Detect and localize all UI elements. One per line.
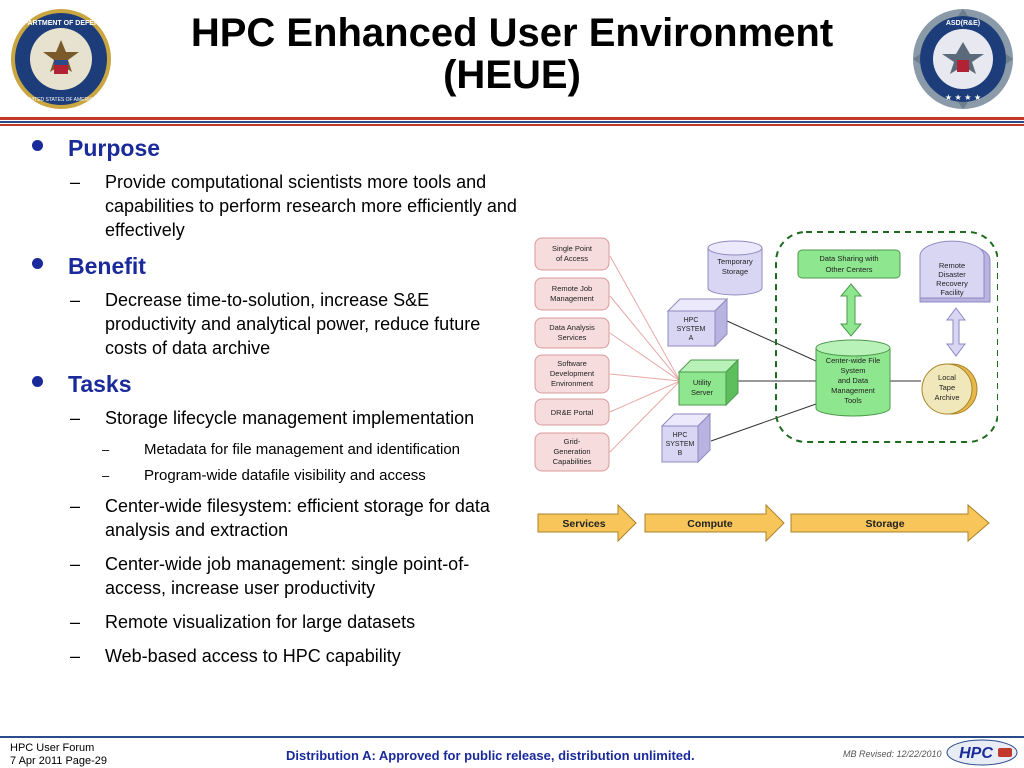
department-of-defense-seal: [10, 8, 112, 110]
svg-text:Remote: Remote: [938, 261, 966, 270]
service-boxes: [535, 238, 609, 471]
tasks-item-4: – Remote visualization for large datasets: [70, 612, 416, 632]
footer-left: [10, 742, 107, 768]
service-dre-portal: [535, 399, 609, 425]
service-remote-job: [535, 278, 609, 310]
svg-text:Storage: Storage: [865, 518, 905, 530]
svg-text:DR&E Portal: DR&E Portal: [550, 408, 594, 417]
service-grid-generation: [535, 433, 609, 471]
distribution-statement: Distribution A: Approved for public release, distribution unlimited.: [286, 748, 695, 763]
svg-text:Temporary: Temporary: [717, 257, 753, 266]
asd-seal-text: ASD(R&E): [945, 20, 981, 27]
tasks-text-3: Center-wide job management: single point-of-access, increase user productivity: [105, 554, 470, 598]
svg-text:Center-wide File: Center-wide File: [825, 356, 881, 365]
architecture-diagram: [528, 226, 998, 546]
bullet-list: [30, 134, 520, 678]
bullet-benefit: [30, 252, 520, 280]
tasks-subitem-2: – Program-wide datafile visibility and access: [102, 467, 426, 484]
seal-bottom-text: UNITED STATES OF AMERICA: [25, 97, 97, 103]
svg-text:Archive: Archive: [934, 393, 960, 402]
svg-text:Single Point: Single Point: [551, 244, 593, 253]
svg-text:Data Sharing with: Data Sharing with: [819, 254, 879, 263]
asd-re-seal: [912, 8, 1014, 110]
revision-note: MB Revised: 12/22/2010: [843, 749, 942, 759]
purpose-text: Provide computational scientists more tools and capabilities to perform research more efficiently and effectively: [105, 172, 517, 240]
bullet-dot: [32, 140, 43, 151]
arrow-compute: [645, 505, 784, 541]
svg-text:System: System: [840, 366, 866, 375]
hpc-system-b: [662, 414, 710, 462]
header-rule-blue: [0, 121, 1024, 123]
arrow-services: [538, 505, 636, 541]
footer-rule: [0, 736, 1024, 738]
service-data-analysis: [535, 318, 609, 348]
recovery-double-arrow: [947, 308, 965, 356]
service-single-point: [535, 238, 609, 270]
svg-text:Environment: Environment: [550, 379, 594, 388]
hpc-logo: [946, 739, 1018, 766]
svg-text:Tape: Tape: [938, 383, 956, 392]
title-line-1: HPC Enhanced User Environment: [190, 11, 834, 55]
bullet-tasks: [30, 370, 520, 398]
tasks-subtext-2: Program-wide datafile visibility and access: [144, 467, 426, 484]
tasks-subtext-1: Metadata for file management and identification: [144, 441, 461, 458]
title-line-2: (HEUE): [443, 53, 581, 97]
tasks-subitem-1: – Metadata for file management and identification: [102, 441, 461, 458]
center-wide-file-system: [816, 340, 890, 416]
svg-text:Other Centers: Other Centers: [825, 265, 873, 274]
svg-text:HPC: HPC: [683, 317, 699, 324]
svg-text:of Access: of Access: [555, 254, 589, 263]
svg-text:Software: Software: [557, 359, 587, 368]
sharing-double-arrow: [841, 284, 861, 336]
svg-text:Services: Services: [557, 333, 587, 342]
tasks-item-2: – Center-wide filesystem: efficient storage for data analysis and extraction: [70, 496, 490, 540]
tasks-item-5: – Web-based access to HPC capability: [70, 646, 401, 666]
seal-top-text: DEPARTMENT OF DEFENSE: [13, 20, 109, 27]
purpose-item: – Provide computational scientists more tools and capabilities to perform research more efficiently and effectively: [70, 172, 517, 240]
benefit-item: – Decrease time-to-solution, increase S&E productivity and analytical power, reduce future costs of data archive: [70, 290, 481, 358]
temporary-storage: [708, 241, 762, 295]
svg-text:Recovery: Recovery: [936, 279, 968, 288]
bullet-dot: [32, 376, 43, 387]
header-rule-red-2: [0, 124, 1024, 126]
benefit-heading: Benefit: [68, 253, 146, 279]
svg-text:Tools: Tools: [844, 396, 862, 405]
utility-server: [679, 360, 738, 405]
svg-text:B: B: [677, 450, 683, 457]
data-sharing-box: [798, 250, 900, 278]
svg-text:HPC: HPC: [959, 745, 993, 762]
svg-text:Local: Local: [938, 373, 956, 382]
page-title: [115, 12, 909, 96]
svg-text:and Data: and Data: [837, 376, 869, 385]
remote-disaster-recovery: [920, 241, 990, 302]
svg-text:SYSTEM: SYSTEM: [676, 326, 706, 333]
svg-text:Server: Server: [690, 388, 714, 397]
service-software-dev: [535, 355, 609, 393]
tasks-item-1: – Storage lifecycle management implementation: [70, 408, 475, 428]
svg-text:Storage: Storage: [721, 267, 749, 276]
pipeline-arrows: [538, 505, 989, 541]
svg-text:★ ★ ★ ★: ★ ★ ★ ★: [944, 93, 982, 102]
footer-date-page: 7 Apr 2011 Page-29: [10, 755, 108, 767]
hpc-system-a: [668, 299, 727, 346]
tasks-item-3: – Center-wide job management: single point-of-access, increase user productivity: [70, 554, 470, 598]
local-tape-archive: [922, 364, 977, 414]
svg-text:Grid-: Grid-: [563, 437, 581, 446]
svg-text:Data Analysis: Data Analysis: [549, 323, 595, 332]
svg-text:Generation: Generation: [553, 447, 591, 456]
svg-text:Capabilities: Capabilities: [552, 457, 592, 466]
bullet-dot: [32, 258, 43, 269]
tasks-heading: Tasks: [68, 371, 132, 397]
svg-text:SYSTEM: SYSTEM: [665, 441, 695, 448]
tasks-text-4: Remote visualization for large datasets: [105, 612, 416, 632]
benefit-text: Decrease time-to-solution, increase S&E productivity and analytical power, reduce future costs of data archive: [105, 290, 481, 358]
tasks-text-2: Center-wide filesystem: efficient storage for data analysis and extraction: [105, 496, 490, 540]
svg-text:Facility: Facility: [940, 288, 964, 297]
tasks-text-5: Web-based access to HPC capability: [105, 646, 401, 666]
tasks-text-1: Storage lifecycle management implementation: [105, 408, 475, 428]
svg-text:Management: Management: [831, 386, 875, 395]
svg-text:Remote Job: Remote Job: [551, 284, 593, 293]
svg-text:Management: Management: [550, 294, 594, 303]
footer-forum: HPC User Forum: [10, 742, 95, 754]
purpose-heading: Purpose: [68, 135, 161, 161]
svg-text:Development: Development: [549, 369, 595, 378]
bullet-purpose: [30, 134, 520, 162]
header-rule-red: [0, 117, 1024, 120]
svg-text:A: A: [688, 335, 694, 342]
svg-text:Utility: Utility: [692, 378, 712, 387]
svg-text:Disaster: Disaster: [938, 270, 966, 279]
svg-text:Compute: Compute: [687, 518, 733, 530]
svg-text:HPC: HPC: [672, 432, 688, 439]
arrow-storage: [791, 505, 989, 541]
svg-text:Services: Services: [562, 518, 606, 530]
